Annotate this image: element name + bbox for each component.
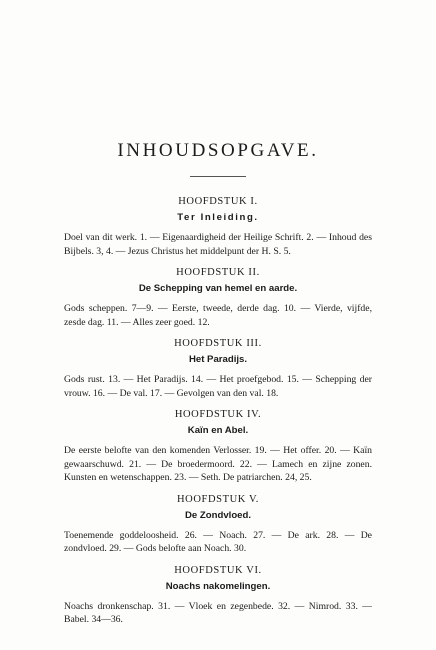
- chapter-number: HOOFDSTUK I.: [178, 196, 258, 207]
- chapter-contents: De eerste belofte van den komenden Verlosser. 19. — Het offer. 20. — Kaïn gewaarschuwd. 21. — De broedermoord. 22. — Lamech en zijne zonen. Kunsten en wetenschappen. 23. — Seth. De patriarchen. 24, 25.: [64, 445, 372, 483]
- chapter-heading: Het Paradijs.: [188, 354, 248, 365]
- page-title: INHOUDSOPGAVE.: [117, 140, 319, 161]
- chapter-heading: De Zondvloed.: [184, 509, 252, 521]
- chapter-1: [64, 195, 372, 258]
- chapter-number: HOOFDSTUK V.: [176, 493, 260, 505]
- chapter-heading: Noachs nakomelingen.: [165, 580, 271, 592]
- chapter-3: [64, 337, 372, 400]
- chapter-6: [64, 564, 372, 627]
- chapter-heading: Kaïn en Abel.: [187, 425, 249, 436]
- title-divider: [190, 176, 246, 177]
- chapter-contents: Gods rust. 13. — Het Paradijs. 14. — Het proefgebod. 15. — Schepping der vrouw. 16. — De val. 17. — Gevolgen van den val. 18.: [64, 374, 372, 399]
- chapter-contents: Gods scheppen. 7—9. — Eerste, tweede, derde dag. 10. — Vierde, vijfde, zesde dag. 11. — Alles zeer goed. 12.: [64, 303, 372, 328]
- chapter-contents: Toenemende goddeloosheid. 26. — Noach. 27. — De ark. 28. — De zondvloed. 29. — Gods belofte aan Noach. 30.: [64, 529, 372, 554]
- chapter-2: [64, 266, 372, 329]
- chapter-contents: Doel van dit werk. 1. — Eigenaardigheid der Heilige Schrift. 2. — Inhoud des Bijbels. 3, 4. — Jezus Christus het middelpunt der H. S. 5.: [64, 232, 372, 257]
- chapter-number: HOOFDSTUK VI.: [174, 564, 262, 576]
- chapter-5: [64, 493, 372, 556]
- chapter-4: [64, 408, 372, 485]
- chapter-contents: Noachs dronkenschap. 31. — Vloek en zegenbede. 32. — Nimrod. 33. — Babel. 34—36.: [64, 600, 372, 625]
- chapter-number: HOOFDSTUK IV.: [174, 409, 262, 420]
- chapter-heading: Ter Inleiding.: [177, 212, 259, 223]
- chapter-heading: De Schepping van hemel en aarde.: [138, 283, 298, 294]
- chapter-number: HOOFDSTUK III.: [174, 338, 262, 349]
- table-of-contents: [64, 195, 372, 635]
- chapter-number: HOOFDSTUK II.: [176, 267, 260, 278]
